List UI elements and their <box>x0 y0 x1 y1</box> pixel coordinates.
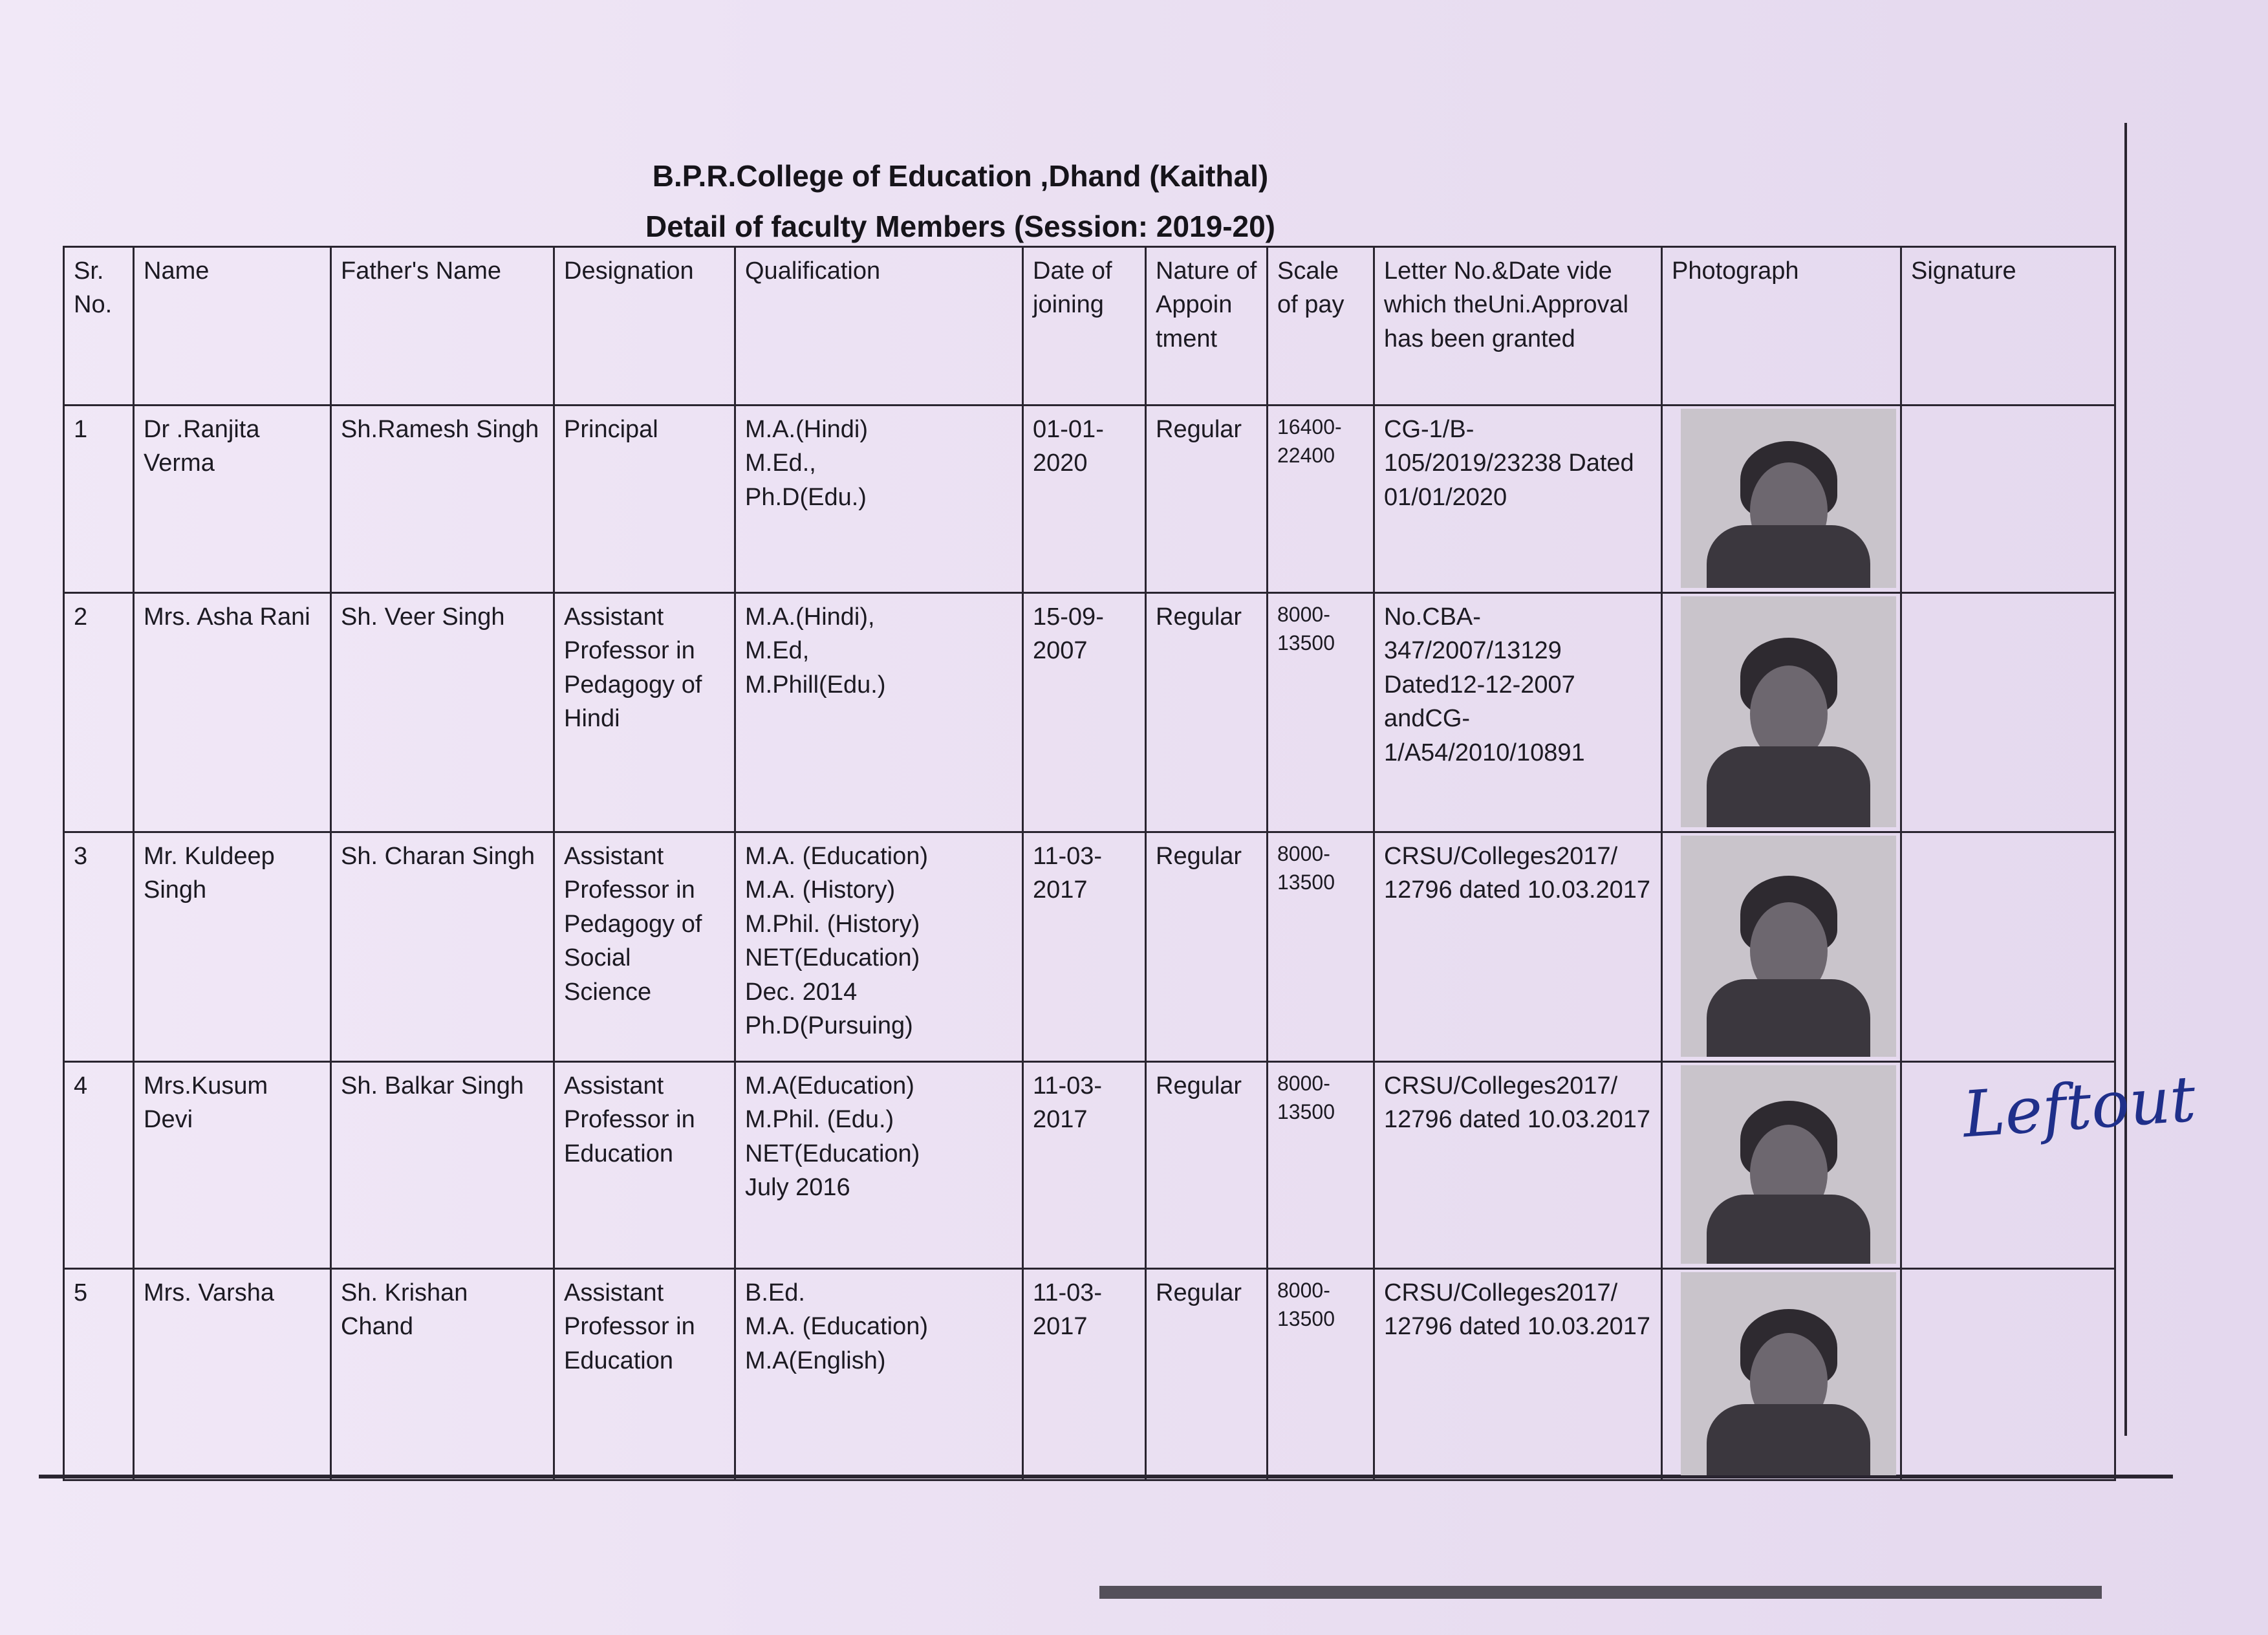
col-nature-of-appointment: Nature of Appoin tment <box>1146 247 1268 406</box>
table-row <box>64 406 2115 593</box>
cell-sr: 5 <box>64 1269 134 1480</box>
page-edge-line <box>2124 123 2127 1436</box>
cell-father: Sh. Krishan Chand <box>331 1269 554 1480</box>
document-subtitle: Detail of faculty Members (Session: 2019-20) <box>645 210 1275 243</box>
cell-signature <box>1901 593 2115 832</box>
cell-signature <box>1901 1269 2115 1480</box>
cell-designation: Principal <box>554 406 735 593</box>
cell-scale: 8000-13500 <box>1268 593 1374 832</box>
col-letter-no: Letter No.&Date vide which theUni.Approval has been granted <box>1374 247 1662 406</box>
cell-designation: Assistant Professor in Education <box>554 1269 735 1480</box>
cell-letter: CRSU/Colleges2017/ 12796 dated 10.03.2017 <box>1374 1062 1662 1269</box>
cell-nature: Regular <box>1146 1062 1268 1269</box>
cell-qualification: M.A.(Hindi) M.Ed., Ph.D(Edu.) <box>735 406 1023 593</box>
cell-photograph <box>1662 1269 1901 1480</box>
cell-nature: Regular <box>1146 1269 1268 1480</box>
portrait-photo <box>1681 596 1896 827</box>
cell-scale: 8000-13500 <box>1268 1062 1374 1269</box>
col-scale-of-pay: Scale of pay <box>1268 247 1374 406</box>
cell-sr: 2 <box>64 593 134 832</box>
cell-name: Dr .Ranjita Verma <box>134 406 331 593</box>
scan-bottom-strip <box>1099 1586 2102 1599</box>
cell-joining: 01-01-2020 <box>1023 406 1146 593</box>
cell-qualification: B.Ed. M.A. (Education) M.A(English) <box>735 1269 1023 1480</box>
portrait-photo <box>1681 1065 1896 1264</box>
cell-name: Mrs.Kusum Devi <box>134 1062 331 1269</box>
cell-name: Mr. Kuldeep Singh <box>134 832 331 1062</box>
document-title: B.P.R.College of Education ,Dhand (Kaithal) <box>652 159 1269 193</box>
col-sr-no: Sr. No. <box>64 247 134 406</box>
faculty-table <box>63 246 2116 1481</box>
handwritten-annotation: Leftout <box>1960 1062 2198 1153</box>
table-row <box>64 832 2115 1062</box>
cell-name: Mrs. Varsha <box>134 1269 331 1480</box>
col-designation: Designation <box>554 247 735 406</box>
cell-joining: 11-03-2017 <box>1023 832 1146 1062</box>
cell-qualification: M.A.(Hindi), M.Ed, M.Phill(Edu.) <box>735 593 1023 832</box>
cell-signature <box>1901 832 2115 1062</box>
cell-sr: 3 <box>64 832 134 1062</box>
col-name: Name <box>134 247 331 406</box>
cell-qualification: M.A(Education) M.Phil. (Edu.) NET(Education) July 2016 <box>735 1062 1023 1269</box>
cell-qualification: M.A. (Education) M.A. (History) M.Phil. (History) NET(Education) Dec. 2014 Ph.D(Pursuing) <box>735 832 1023 1062</box>
cell-designation: Assistant Professor in Education <box>554 1062 735 1269</box>
table-row <box>64 1269 2115 1480</box>
cell-name: Mrs. Asha Rani <box>134 593 331 832</box>
portrait-photo <box>1681 409 1896 588</box>
cell-father: Sh. Veer Singh <box>331 593 554 832</box>
cell-scale: 16400-22400 <box>1268 406 1374 593</box>
cell-letter: CRSU/Colleges2017/ 12796 dated 10.03.2017 <box>1374 832 1662 1062</box>
cell-designation: Assistant Professor in Pedagogy of Hindi <box>554 593 735 832</box>
cell-joining: 15-09-2007 <box>1023 593 1146 832</box>
cell-scale: 8000-13500 <box>1268 832 1374 1062</box>
cell-father: Sh.Ramesh Singh <box>331 406 554 593</box>
cell-joining: 11-03-2017 <box>1023 1269 1146 1480</box>
cell-letter: CRSU/Colleges2017/ 12796 dated 10.03.2017 <box>1374 1269 1662 1480</box>
table-row <box>64 1062 2115 1269</box>
col-date-of-joining: Date of joining <box>1023 247 1146 406</box>
portrait-photo <box>1681 1272 1896 1475</box>
cell-photograph <box>1662 406 1901 593</box>
table-row <box>64 593 2115 832</box>
cell-designation: Assistant Professor in Pedagogy of Social Science <box>554 832 735 1062</box>
cell-letter: No.CBA-347/2007/13129 Dated12-12-2007 andCG-1/A54/2010/10891 <box>1374 593 1662 832</box>
cell-nature: Regular <box>1146 593 1268 832</box>
cell-nature: Regular <box>1146 406 1268 593</box>
cell-joining: 11-03-2017 <box>1023 1062 1146 1269</box>
cell-photograph <box>1662 832 1901 1062</box>
col-photograph: Photograph <box>1662 247 1901 406</box>
cell-signature <box>1901 406 2115 593</box>
cell-photograph <box>1662 593 1901 832</box>
cell-nature: Regular <box>1146 832 1268 1062</box>
col-qualification: Qualification <box>735 247 1023 406</box>
table-header-row <box>64 247 2115 406</box>
cell-sr: 1 <box>64 406 134 593</box>
portrait-photo <box>1681 836 1896 1057</box>
cell-father: Sh. Balkar Singh <box>331 1062 554 1269</box>
cell-sr: 4 <box>64 1062 134 1269</box>
cell-scale: 8000-13500 <box>1268 1269 1374 1480</box>
cell-father: Sh. Charan Singh <box>331 832 554 1062</box>
cell-letter: CG-1/B-105/2019/23238 Dated 01/01/2020 <box>1374 406 1662 593</box>
cell-photograph <box>1662 1062 1901 1269</box>
col-signature: Signature <box>1901 247 2115 406</box>
col-fathers-name: Father's Name <box>331 247 554 406</box>
